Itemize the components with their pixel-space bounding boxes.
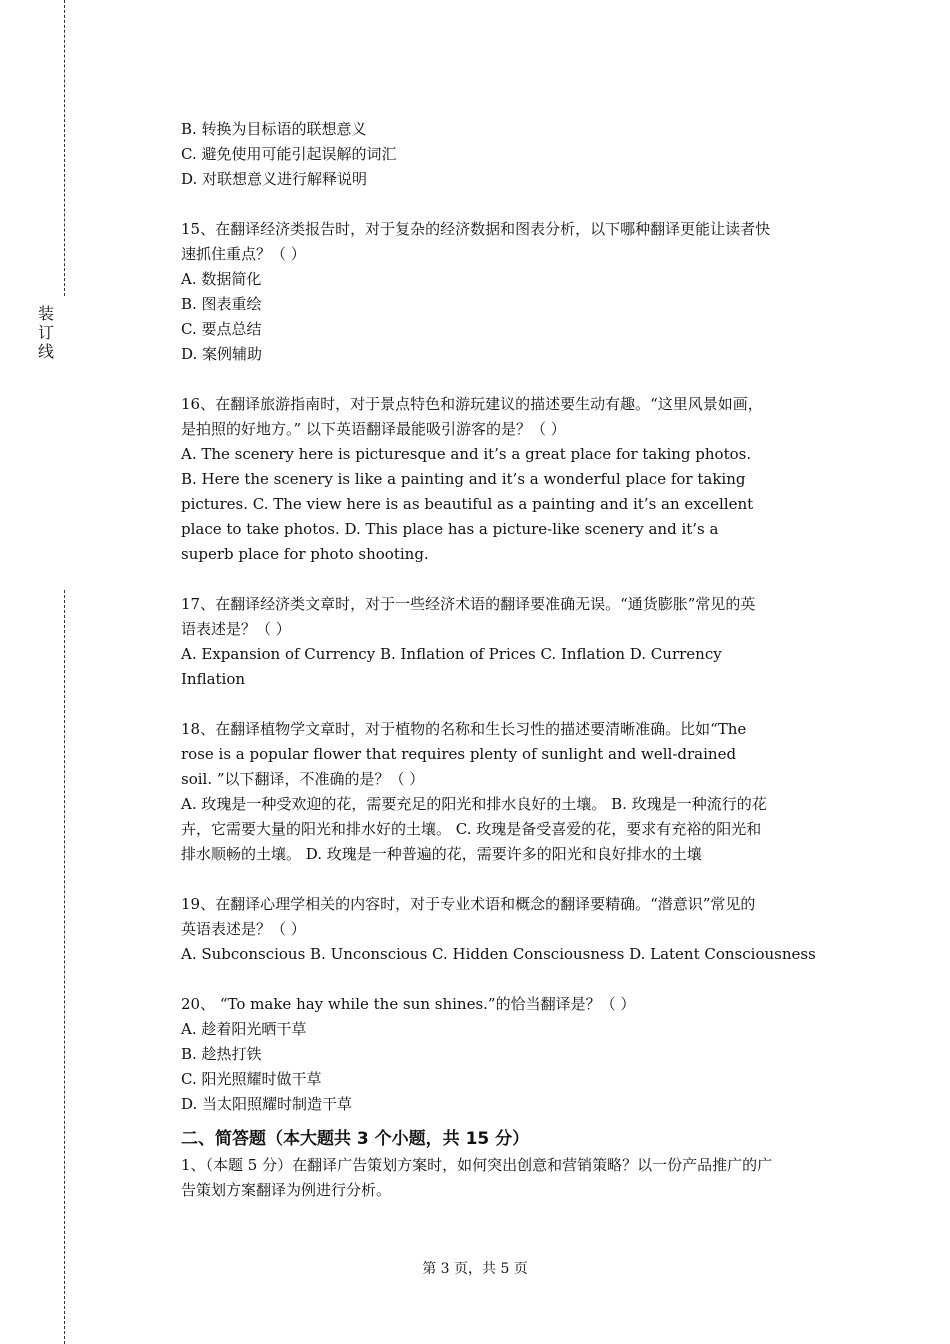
short-answer-question-1: [181, 1153, 837, 1203]
question-text: 17、在翻译经济类文章时，对于一些经济术语的翻译要准确无误。“通货膨胀”常见的英: [181, 595, 756, 613]
question-15: [181, 217, 837, 367]
question-text: 18、在翻译植物学文章时，对于植物的名称和生长习性的描述要清晰准确。比如“The: [181, 720, 747, 738]
section-title: 二、简答题（本大题共 3 个小题，共 15 分）: [181, 1129, 530, 1149]
binding-dashed-line-top: [64, 0, 65, 296]
options-text: A. The scenery here is picturesque and it’s a great place for taking photos.: [181, 445, 752, 463]
question-17: [181, 592, 837, 692]
binding-label: [36, 304, 56, 361]
question-text: 速抓住重点？（ ）: [181, 245, 306, 263]
question-text: 告策划方案翻译为例进行分析。: [181, 1181, 392, 1199]
options-text: A. Subconscious B. Unconscious C. Hidden Consciousness D. Latent Consciousness: [181, 945, 816, 963]
option-b: B. 图表重绘: [181, 295, 262, 313]
options-text: A. 玫瑰是一种受欢迎的花，需要充足的阳光和排水良好的土壤。 B. 玫瑰是一种流行的花: [181, 795, 767, 813]
binding-char: 线: [37, 342, 54, 361]
question-text: 20、 “To make hay while the sun shines.”的恰当翻译是？（ ）: [181, 995, 636, 1013]
exam-content: [181, 117, 837, 1203]
option-b: B. 趁热打铁: [181, 1045, 262, 1063]
question-text: 1、（本题 5 分）在翻译广告策划方案时，如何突出创意和营销策略？以一份产品推广的广: [181, 1156, 773, 1174]
option-a: A. 趁着阳光晒干草: [181, 1020, 307, 1038]
question-text: soil. ”以下翻译，不准确的是？（ ）: [181, 770, 425, 788]
option-c: C. 要点总结: [181, 320, 262, 338]
binding-char: 装: [37, 304, 54, 323]
question-18: [181, 717, 837, 867]
page-footer: 第 3 页，共 5 页: [422, 1261, 528, 1277]
options-text: Inflation: [181, 670, 246, 688]
question-text: 英语表述是？（ ）: [181, 920, 306, 938]
binding-dashed-line-bottom: [64, 590, 65, 1344]
options-text: pictures. C. The view here is as beautiful as a painting and it’s an excellent: [181, 495, 754, 513]
question-text: 16、在翻译旅游指南时，对于景点特色和游玩建议的描述要生动有趣。“这里风景如画，: [181, 395, 763, 413]
options-text: B. Here the scenery is like a painting and it’s a wonderful place for taking: [181, 470, 746, 488]
question-14-options: [181, 117, 837, 192]
options-text: place to take photos. D. This place has a picture-like scenery and it’s a: [181, 520, 719, 538]
question-20: [181, 992, 837, 1117]
question-16: [181, 392, 837, 567]
option-d: D. 当太阳照耀时制造干草: [181, 1095, 353, 1113]
option-c: C. 阳光照耀时做干草: [181, 1070, 322, 1088]
question-19: [181, 892, 837, 967]
option-d: D. 案例辅助: [181, 345, 263, 363]
options-text: 排水顺畅的土壤。 D. 玫瑰是一种普遍的花，需要许多的阳光和良好排水的土壤: [181, 845, 702, 863]
question-text: rose is a popular flower that requires plenty of sunlight and well-drained: [181, 745, 737, 763]
option-c: C. 避免使用可能引起误解的词汇: [181, 145, 397, 163]
question-text: 15、在翻译经济类报告时，对于复杂的经济数据和图表分析，以下哪种翻译更能让读者快: [181, 220, 771, 238]
option-a: A. 数据简化: [181, 270, 262, 288]
option-b: B. 转换为目标语的联想意义: [181, 120, 367, 138]
options-text: 卉，它需要大量的阳光和排水好的土壤。 C. 玫瑰是备受喜爱的花，要求有充裕的阳光和: [181, 820, 762, 838]
question-text: 19、在翻译心理学相关的内容时，对于专业术语和概念的翻译要精确。“潜意识”常见的: [181, 895, 756, 913]
question-text: 是拍照的好地方。” 以下英语翻译最能吸引游客的是？（ ）: [181, 420, 566, 438]
question-text: 语表述是？（ ）: [181, 620, 291, 638]
options-text: superb place for photo shooting.: [181, 545, 429, 563]
option-d: D. 对联想意义进行解释说明: [181, 170, 368, 188]
options-text: A. Expansion of Currency B. Inflation of Prices C. Inflation D. Currency: [181, 645, 722, 663]
binding-char: 订: [37, 323, 54, 342]
